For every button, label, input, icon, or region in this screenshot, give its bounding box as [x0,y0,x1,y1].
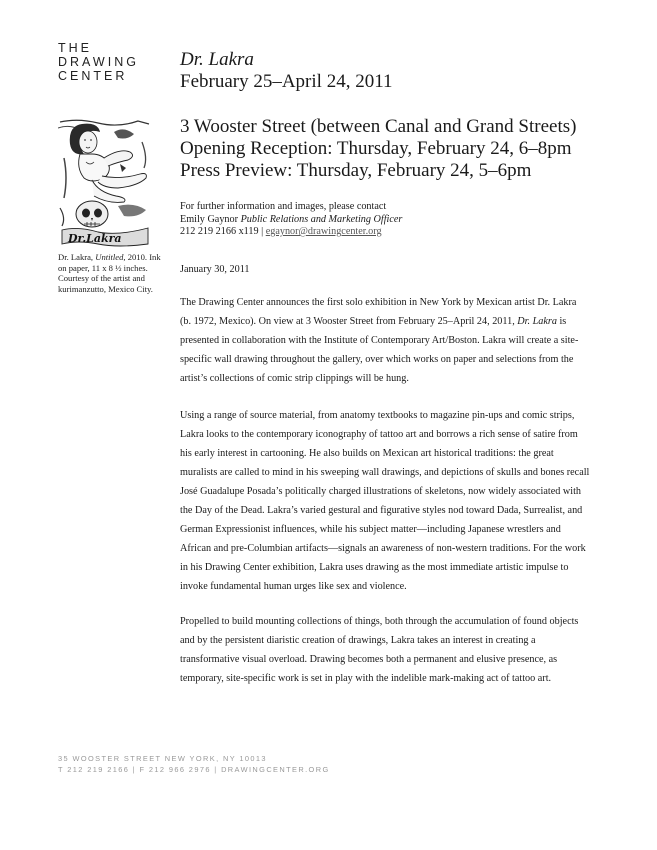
press-preview: Press Preview: Thursday, February 24, 5–6pm [180,160,532,181]
venue-info [180,116,576,182]
drawing-center-logo [58,41,139,83]
caption-work-title: Untitled [95,252,124,262]
contact-details [180,226,402,239]
contact-intro: For further information and images, please contact [180,201,387,212]
footer-phone-web: T 212 219 2166 | F 212 966 2976 | DRAWINGCENTER.ORG [58,764,330,774]
contact-block [180,201,402,239]
artwork-signature: Dr.Lakra [68,232,122,245]
contact-name: Emily Gaynor [180,213,239,225]
exhibition-dates: February 25–April 24, 2011 [180,71,393,92]
exhibition-title: Dr. Lakra [180,49,254,70]
opening-reception: Opening Reception: Thursday, February 24, 6–8pm [180,138,572,159]
release-date: January 30, 2011 [180,264,250,275]
contact-role: Public Relations and Marketing Officer [240,213,403,225]
logo-line: THE [58,41,92,55]
venue-address: 3 Wooster Street (between Canal and Grand Streets) [180,116,577,137]
paragraph-1: The Drawing Center announces the first solo exhibition in New York by Mexican artist Dr. Lakra (b. 1972, Mexico). On view at 3 Wooster Street from February 25–April 24, 2011, Dr. Lakra is presented in collaboration with the Institute of Contemporary Art/Boston. Lakra will create a site- specific wall drawing throughout the gallery, over which works on paper and selections from the artist’s collections of comic strip clippings will be hung. [180,297,579,384]
footer-street: 35 WOOSTER STREET NEW YORK, NY 10013 [58,754,267,763]
artwork-caption: Dr. Lakra, Untitled, 2010. Ink on paper, 11 x 8 ½ inches. Courtesy of the artist and kurimanzutto, Mexico City. [58,252,161,294]
footer-address [58,754,330,775]
artwork-image [58,118,151,248]
contact-person [180,214,402,227]
paragraph-2: Using a range of source material, from anatomy textbooks to magazine pin-ups and comic strips, Lakra looks to the contemporary iconography of tattoo art and borrows a rich sense of satire from his early interest in cartooning. He also builds on Mexican art historical traditions: the great muralists are called to mind in his sweeping wall drawings, and depictions of skulls and bones recall José Guadalupe Posada’s politically charged illustrations of skeletons, now widely associated with the Day of the Dead. Lakra’s varied gestural and figurative styles nod toward Dada, Surrealist, and German Expressionist influences, while his subject matter—including Japanese wrestlers and African and pre-Columbian artifacts—signals an awareness of non-western traditions. For the work in his Drawing Center exhibition, Lakra uses drawing as the most immediate artistic impulse to invoke fundamental human urges like sex and violence. [180,410,590,592]
logo-line: DRAWING [58,55,139,69]
logo-line: CENTER [58,69,128,83]
contact-phone: 212 219 2166 x119 | [180,226,264,237]
paragraph-3: Propelled to build mounting collections of things, both through the accumulation of found objects and by the persistent diaristic creation of drawings, Lakra takes an interest in creating a transformative visual overload. Drawing becomes both a permanent and elusive presence, as temporary, site-specific work is set in play with the indelible mark-making act of tattoo art. [180,616,579,684]
contact-email-link[interactable]: egaynor@drawingcenter.org [265,226,382,237]
